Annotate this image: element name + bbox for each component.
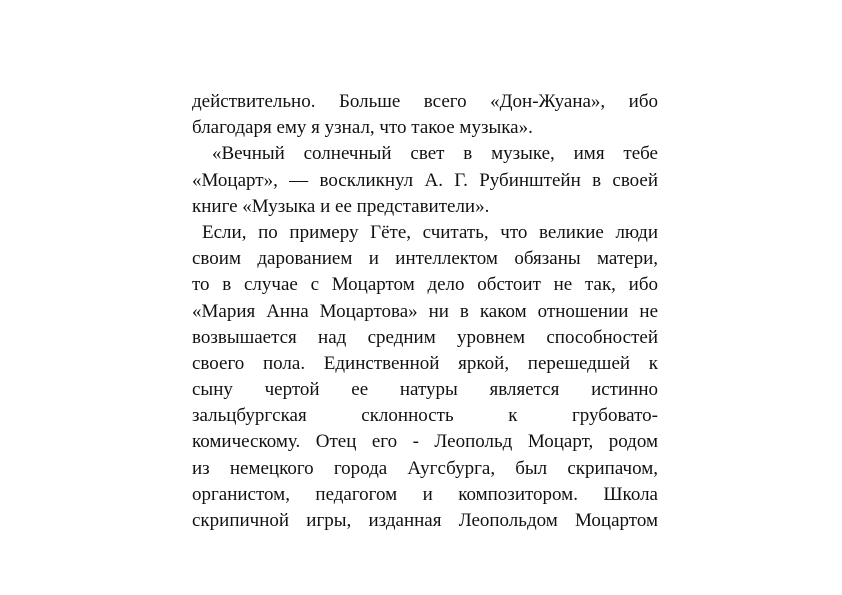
paragraph-start-line: Если, по примеру Гёте, считать, что великие люди bbox=[202, 221, 658, 243]
text-line: зальцбургская склонность к грубовато- bbox=[192, 405, 658, 427]
text-line: книге «Музыка и ее представители». bbox=[192, 195, 490, 217]
text-line: скрипичной игры, изданная Леопольдом Моцартом bbox=[192, 510, 658, 531]
text-line: возвышается над средним уровнем способностей bbox=[192, 326, 658, 348]
body-text bbox=[192, 89, 658, 534]
text-line: органистом, педагогом и композитором. Школа bbox=[192, 483, 658, 505]
text-line: из немецкого города Аугсбурга, был скрипачом, bbox=[192, 457, 658, 479]
text-line: действительно. Больше всего «Дон-Жуана», ибо bbox=[192, 91, 658, 112]
text-line: своим дарованием и интеллектом обязаны матери, bbox=[192, 248, 658, 270]
text-line: «Мария Анна Моцартова» ни в каком отношении не bbox=[192, 300, 658, 322]
text-line: «Моцарт», — воскликнул А. Г. Рубинштейн в своей bbox=[192, 169, 658, 191]
paragraph-start-line: «Вечный солнечный свет в музыке, имя тебе bbox=[212, 143, 658, 165]
text-line: комическому. Отец его - Леопольд Моцарт, родом bbox=[192, 431, 658, 453]
text-line: своего пола. Единственной яркой, перешедшей к bbox=[192, 352, 658, 374]
text-line: благодаря ему я узнал, что такое музыка». bbox=[192, 117, 533, 139]
text-line: сыну чертой ее натуры является истинно bbox=[192, 379, 658, 401]
text-line: то в случае с Моцартом дело обстоит не так, ибо bbox=[192, 274, 658, 296]
